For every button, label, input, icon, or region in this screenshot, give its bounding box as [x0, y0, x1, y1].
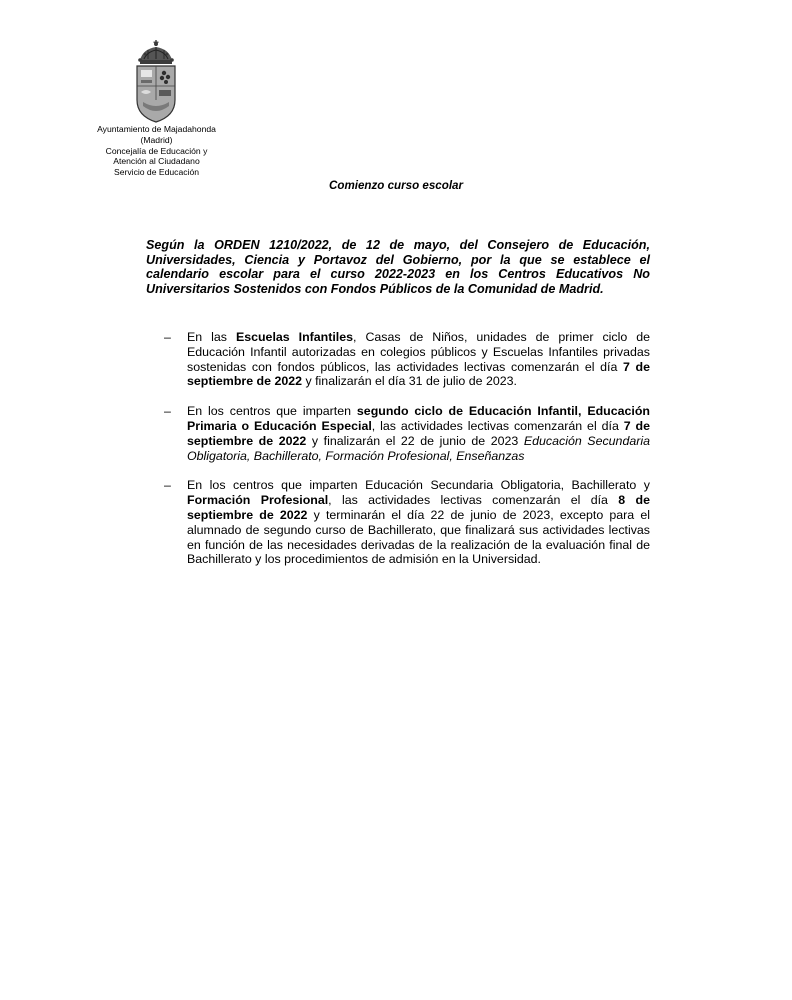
- list-item: [160, 404, 650, 463]
- text-run: Educación Secundaria Obligatoria, Bachillerato, Formación Profesional, Enseñanzas: [187, 433, 650, 463]
- org-line: Ayuntamiento de Majadahonda: [97, 124, 216, 134]
- text-run: y terminarán el día 22 de junio de 2023, excepto para el alumnado de segundo curso de Bachillerato, que finalizará sus actividades lectivas en función de las necesidades derivadas de la realización de la evaluación final de Bachillerato y los procedimientos de admisión en la Universidad.: [187, 507, 650, 567]
- text-run: 7 de septiembre de 2022: [187, 418, 650, 448]
- org-line: (Madrid): [140, 134, 173, 145]
- bullet-dash: –: [164, 404, 171, 419]
- org-line: Atención al Ciudadano: [113, 156, 200, 167]
- list-item-text: [187, 330, 650, 388]
- calendar-list: [160, 330, 650, 582]
- list-item-text: [187, 404, 650, 462]
- list-item: [160, 330, 650, 389]
- majadahonda-coat-of-arms-icon: [131, 40, 181, 124]
- text-run: En los centros que imparten Educación Secundaria Obligatoria, Bachillerato y: [187, 478, 650, 493]
- text-run: En los centros que imparten: [187, 404, 357, 419]
- text-run: 8 de septiembre de 2022: [187, 493, 650, 522]
- bullet-dash: –: [164, 478, 171, 493]
- text-run: , las actividades lectivas comenzarán el día: [328, 493, 619, 508]
- text-run: , Casas de Niños, unidades de primer ciclo de Educación Infantil autorizadas en colegios públicos y Escuelas Infantiles privadas sostenidas con fondos públicos, las actividades lectivas comenzarán el día: [187, 330, 650, 374]
- text-run: Escuelas Infantiles: [235, 330, 354, 344]
- text-run: y finalizarán el día 31 de julio de 2023.: [302, 374, 517, 389]
- org-line: Servicio de Educación: [113, 167, 200, 178]
- text-run: En las: [187, 330, 236, 344]
- text-run: segundo ciclo de Educación Infantil, Educación Primaria o Educación Especial: [187, 404, 650, 433]
- list-item-text: [187, 478, 650, 566]
- text-run: 7 de septiembre de 2022: [187, 359, 650, 389]
- list-item: [160, 478, 650, 567]
- text-run: Formación Profesional: [187, 493, 329, 508]
- text-run: , las actividades lectivas comenzarán el día: [371, 418, 624, 433]
- bullet-dash: –: [164, 330, 171, 344]
- intro-paragraph: Según la ORDEN 1210/2022, de 12 de mayo, del Consejero de Educación, Universidades, Ciencia y Portavoz del Gobierno, por la que se establece el calendario escolar para el curso 2022-2023 en los Centros Educativos No Universitarios Sostenidos con Fondos Públicos de la Comunidad de Madrid.: [146, 238, 650, 297]
- institution-header: [84, 124, 229, 178]
- org-line: Concejalía de Educación y: [105, 145, 208, 156]
- text-run: y finalizarán el 22 de junio de 2023: [306, 433, 524, 448]
- document-title: Comienzo curso escolar: [328, 179, 463, 192]
